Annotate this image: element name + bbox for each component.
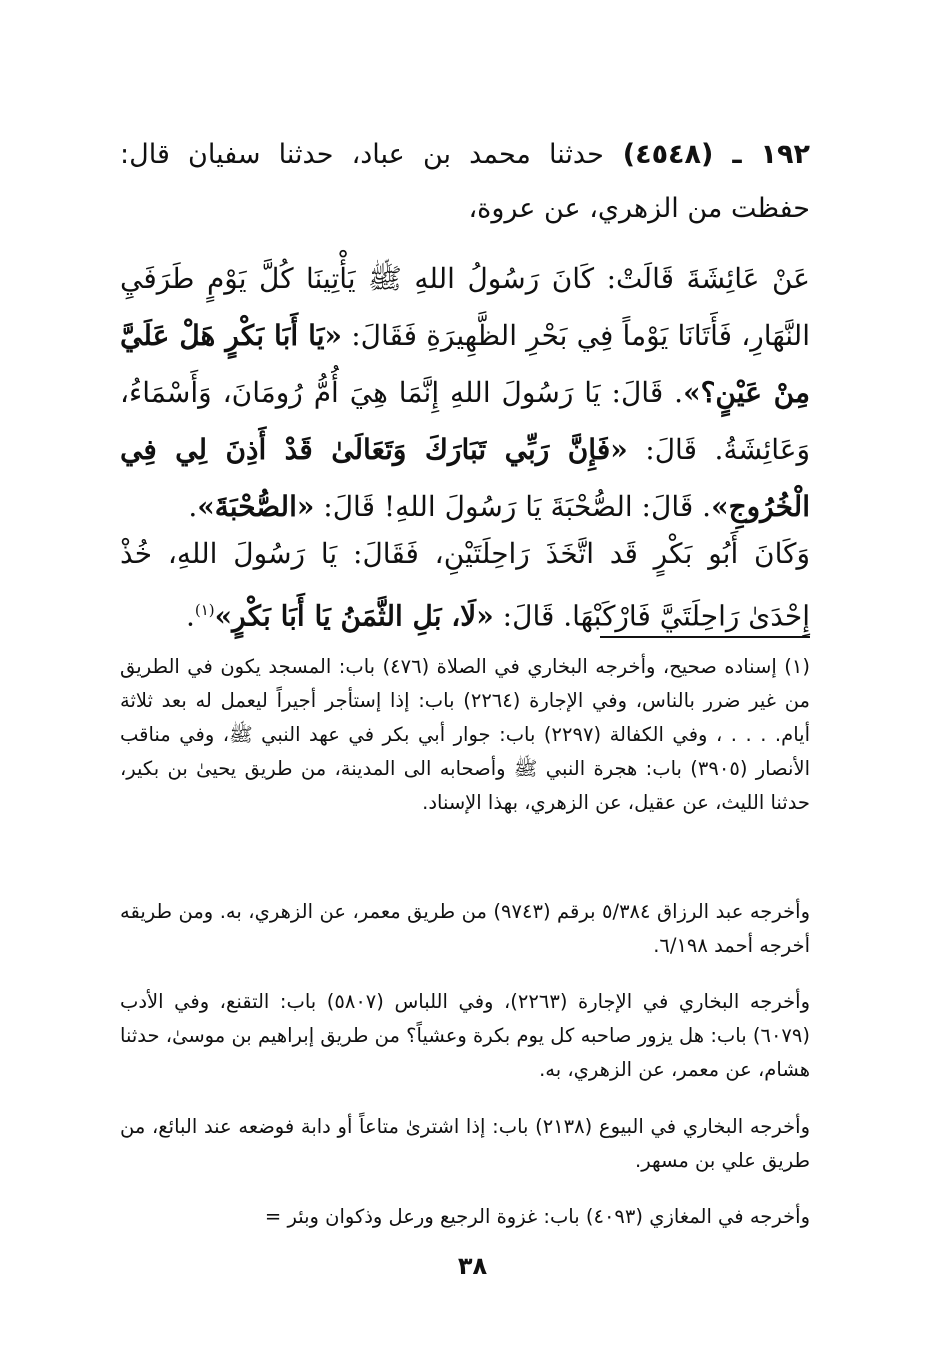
footnote-paragraph: وأخرجه البخاري في الإجارة (٢٢٦٣)، وفي اللباس (٥٨٠٧) باب: التقنع، وفي الأدب (٦٠٧٩) باب: هل يزور صاحبه كل يوم بكرة وعشياً؟ من طريق إبراهيم بن موسىٰ، حدثنا هشام، عن معمر، عن الزهري، به.: [120, 990, 810, 1081]
isnad-text: حدثنا محمد بن عباد، حدثنا سفيان قال: حفظت من الزهري، عن عروة،: [120, 139, 810, 224]
footnote-paragraph: وأخرجه عبد الرزاق ٥/٣٨٤ برقم (٩٧٤٣) من طريق معمر، عن الزهري، به. ومن طريقه أخرجه أحمد ٦/١٩٨.: [120, 900, 810, 957]
footnote-paragraph: (١) إسناده صحيح، وأخرجه البخاري في الصلاة (٤٧٦) باب: المسجد يكون في الطريق من غير ضرر بالناس، وفي الإجارة (٢٢٦٤) باب: إذا إستأجر أجيراً ليعمل له بعد ثلاثة أيام. . . . ، وفي الكفالة (٢٢٩٧) باب: جوار أبي بكر في عهد النبي ﷺ، وفي مناقب الأنصار (٣٩٠٥) باب: هجرة النبي ﷺ وأصحابه الى المدينة، من طريق يحيىٰ بن بكير، حدثنا الليث، عن عقيل، عن الزهري، بهذا الإسناد.: [120, 655, 810, 814]
page-number: ٣٨: [457, 1252, 488, 1280]
prophet-quote: «يَا أَبَا بَكْرٍ هَلْ عَلَيَّ مِنْ عَيْنٍ؟»: [120, 319, 810, 409]
matn-text: . قَالَ: الصُّحْبَةَ يَا رَسُولَ اللهِ! قَالَ:: [314, 490, 712, 523]
footnote-separator: [600, 636, 810, 638]
hadith-matn: [120, 250, 810, 535]
footnote-marker: (١): [194, 601, 215, 619]
prophet-quote: «الصُّحْبَةَ»: [197, 490, 315, 523]
prophet-quote: «فَإِنَّ رَبِّي تَبَارَكَ وَتَعَالَىٰ قَدْ أَذِنَ لِي فِي الْخُرُوجِ»: [120, 433, 810, 523]
hadith-isnad: [120, 128, 810, 236]
matn-text: .: [188, 490, 198, 523]
hadith-matn-continued: [120, 525, 810, 644]
prophet-quote: «لَا، بَلِ الثَّمَنُ يَا أَبَا بَكْرٍ»: [214, 599, 494, 633]
hadith-number: ١٩٢ ـ (٤٥٤٨): [622, 139, 810, 170]
footnote-paragraph: وأخرجه في المغازي (٤٠٩٣) باب: غزوة الرجيع ورعل وذكوان وبئر =: [264, 1205, 810, 1228]
matn-text: وَكَانَ أَبُو بَكْرٍ قَد اتَّخَذَ رَاحِلَتَيْنِ، فَقَالَ: يَا رَسُولَ اللهِ، خُذْ إِحْدَىٰ رَاحِلَتَيَّ فَارْكَبْهَا. قَالَ:: [120, 537, 810, 633]
matn-text: .: [185, 599, 195, 633]
matn-text: . قَالَ: يَا رَسُولَ اللهِ إِنَّمَا هِيَ أُمُّ رُومَانَ، وَأَسْمَاءُ، وَعَائِشَةُ. قَالَ:: [120, 376, 810, 466]
matn-text: عَنْ عَائِشَةَ قَالَتْ: كَانَ رَسُولُ اللهِ ﷺ يَأْتِينَا كُلَّ يَوْمٍ طَرَفَيِ النَّهَارِ، فَأَتَانَا يَوْماً فِي بَحْرِ الظَّهِيرَةِ فَقَالَ:: [120, 262, 810, 352]
footnote-paragraph: وأخرجه البخاري في البيوع (٢١٣٨) باب: إذا اشترىٰ متاعاً أو دابة فوضعه عند البائع، من طريق علي بن مسهر.: [120, 1115, 810, 1172]
